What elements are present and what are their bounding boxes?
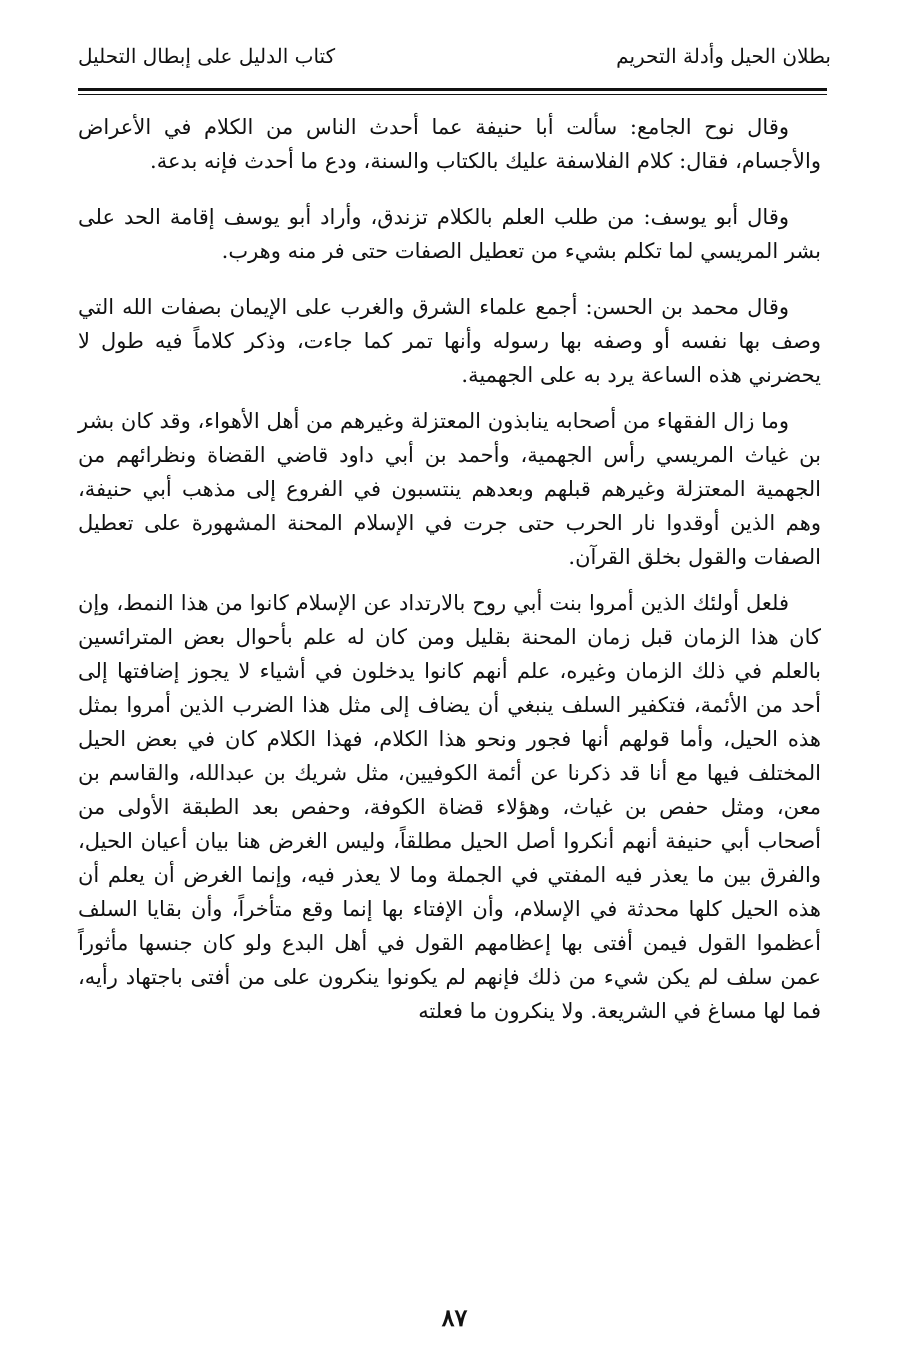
page-number: ٨٧ <box>441 1303 468 1332</box>
header-rule <box>78 88 827 91</box>
paragraph: وقال أبو يوسف: من طلب العلم بالكلام تزندق، وأراد أبو يوسف إقامة الحد على بشر المريسي لما تكلم بشيء من تعطيل الصفات حتى فر منه وهرب. <box>78 205 821 263</box>
running-header <box>78 42 831 82</box>
header-chapter-title: بطلان الحيل وأدلة التحريم <box>616 44 831 68</box>
header-book-title: كتاب الدليل على إبطال التحليل <box>78 44 336 68</box>
header-rule-thin <box>78 94 827 95</box>
body-text <box>78 110 821 1040</box>
paragraph: فلعل أولئك الذين أمروا بنت أبي روح بالارتداد عن الإسلام كانوا من هذا النمط، وإن كان هذا الزمان قبل زمان المحنة بقليل ومن كان له علم بأحوال بعض المترائسين بالعلم في ذلك الزمان وغيره، علم أنهم كانوا يدخلون في أشياء لا يجوز إضافتها إلى أحد من الأئمة، فتكفير السلف ينبغي أن يضاف إلى مثل هذا الضرب الذين أمروا بمثل هذه الحيل، وأما قولهم أنها فجور ونحو هذا الكلام، فهذا الكلام كان في بعض الحيل المختلف فيها مع أنا قد ذكرنا عن أئمة الكوفيين، مثل شريك بن عبدالله، والقاسم بن معن، ومثل حفص بن غياث، وهؤلاء قضاة الكوفة، وحفص بعد الطبقة الأولى من أصحاب أبي حنيفة أنهم أنكروا أصل الحيل مطلقاً، وليس الغرض هنا بيان أعيان الحيل، والفرق بين ما يعذر فيه المفتي في الجملة وما لا يعذر فيه، وإنما الغرض أن يعلم أن هذه الحيل كلها محدثة في الإسلام، وأن الإفتاء بها إنما وقع متأخراً، وأن بقايا السلف أعظموا القول فيمن أفتى بها إعظامهم القول في أهل البدع ولو كان جنسها مأثوراً عمن سلف لم يكن شيء من ذلك فإنهم لم يكونوا ينكرون على من أفتى باجتهاد رأيه، فما لها مساغ في الشريعة. ولا ينكرون ما فعلته <box>78 591 821 1023</box>
paragraph: وما زال الفقهاء من أصحابه ينابذون المعتزلة وغيرهم من أهل الأهواء، وقد كان بشر بن غياث المريسي رأس الجهمية، وأحمد بن أبي داود قاضي القضاة ونظرائهم من الجهمية المعتزلة وغيرهم قبلهم وبعدهم ينتسبون في الفروع إلى مذهب أبي حنيفة، وهم الذين أوقدوا نار الحرب حتى جرت في الإسلام المحنة المشهورة على تعطيل الصفات والقول بخلق القرآن. <box>78 409 821 569</box>
paragraph: وقال نوح الجامع: سألت أبا حنيفة عما أحدث الناس من الكلام في الأعراض والأجسام، فقال: كلام الفلاسفة عليك بالكتاب والسنة، ودع ما أحدث فإنه بدعة. <box>78 115 821 173</box>
paragraph: وقال محمد بن الحسن: أجمع علماء الشرق والغرب على الإيمان بصفات الله التي وصف بها نفسه أو وصفه بها رسوله وأنها تمر كما جاءت، وذكر كلاماً فيه طول لا يحضرني هذه الساعة يرد به على الجهمية. <box>78 295 821 387</box>
